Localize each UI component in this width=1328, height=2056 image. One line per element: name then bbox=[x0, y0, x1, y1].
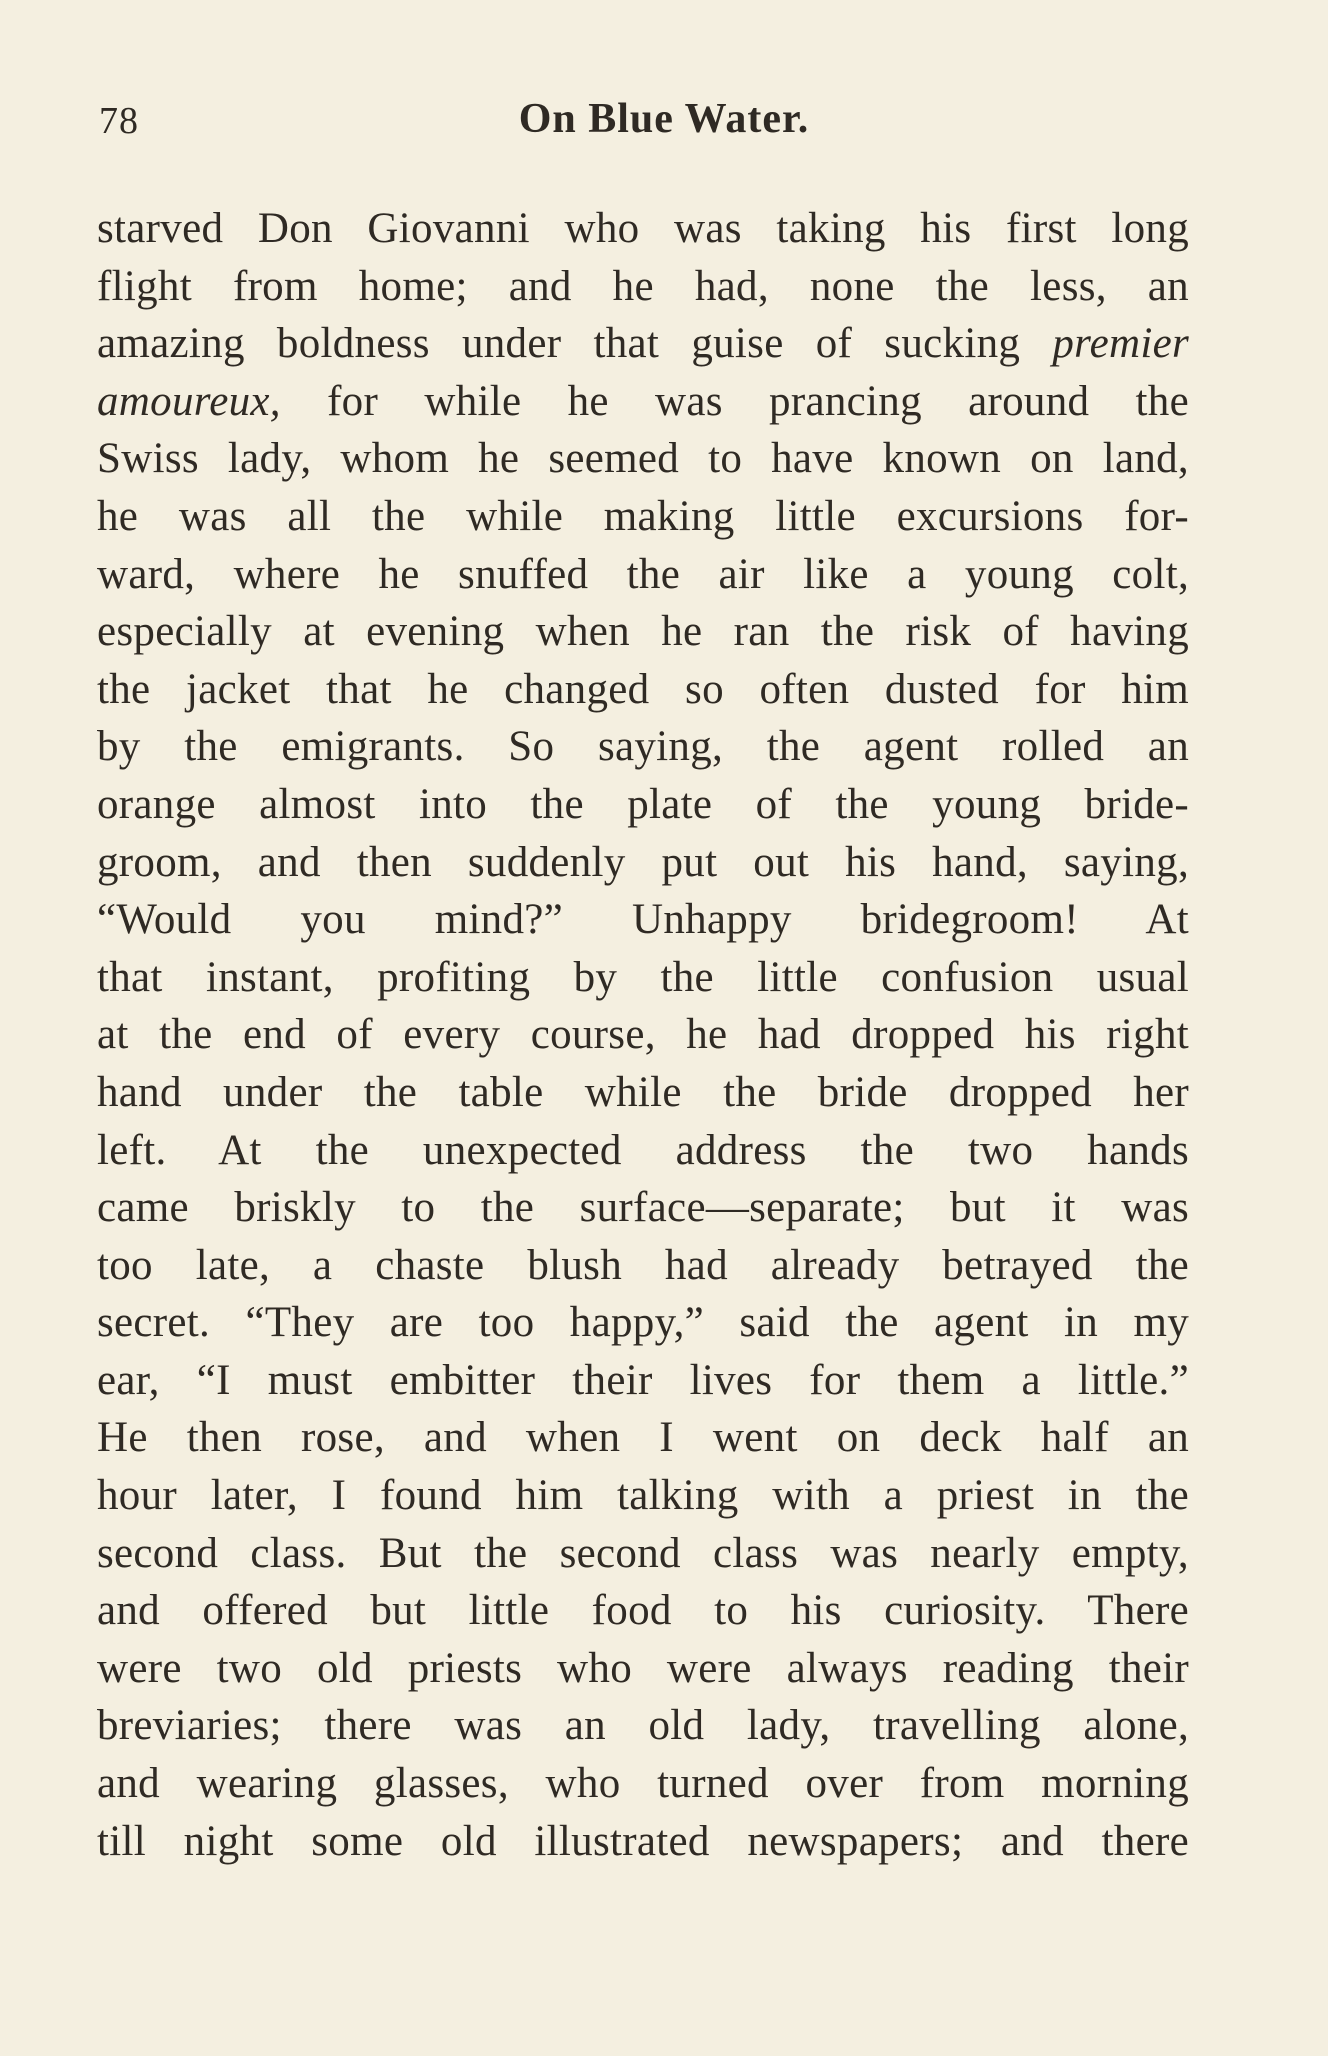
text-line: came briskly to the surface—separate; but it was bbox=[97, 1184, 1189, 1232]
text-line: till night some old illustrated newspapers; and there bbox=[97, 1817, 1189, 1865]
text-line: too late, a chaste blush had already betrayed the bbox=[97, 1241, 1189, 1289]
text-line: at the end of every course, he had dropped his right bbox=[97, 1011, 1189, 1059]
text-line: orange almost into the plate of the young bride- bbox=[97, 780, 1189, 828]
text-line: by the emigrants. So saying, the agent rolled an bbox=[97, 723, 1189, 771]
text-line-segment: amazing boldness under that guise of sucking bbox=[97, 320, 1021, 368]
text-line: Swiss lady, whom he seemed to have known on land, bbox=[97, 435, 1189, 483]
running-title: On Blue Water. bbox=[518, 96, 810, 142]
text-line: flight from home; and he had, none the less, an bbox=[97, 262, 1189, 310]
text-line: that instant, profiting by the little confusion usual bbox=[97, 953, 1189, 1001]
text-line bbox=[97, 373, 1189, 431]
text-line: breviaries; there was an old lady, travelling alone, bbox=[97, 1702, 1189, 1750]
text-line: ward, where he snuffed the air like a young colt, bbox=[97, 550, 1189, 598]
italic-phrase: premier bbox=[1052, 320, 1189, 368]
text-line: secret. “They are too happy,” said the agent in my bbox=[97, 1299, 1189, 1347]
text-line: He then rose, and when I went on deck half an bbox=[97, 1414, 1189, 1462]
text-line: left. At the unexpected address the two hands bbox=[97, 1126, 1189, 1174]
text-line-segment: for while he was prancing around the bbox=[327, 377, 1189, 425]
page-number: 78 bbox=[99, 100, 139, 142]
text-line: especially at evening when he ran the risk of having bbox=[97, 608, 1189, 656]
text-line bbox=[97, 315, 1189, 373]
text-line: the jacket that he changed so often dusted for him bbox=[97, 665, 1189, 713]
text-line: he was all the while making little excursions for- bbox=[97, 492, 1189, 540]
text-line: groom, and then suddenly put out his hand, saying, bbox=[97, 838, 1189, 886]
text-line: ear, “I must embitter their lives for them a little.” bbox=[97, 1356, 1189, 1404]
text-line: starved Don Giovanni who was taking his first long bbox=[97, 205, 1189, 252]
text-line: hand under the table while the bride dropped her bbox=[97, 1068, 1189, 1116]
body-text bbox=[97, 200, 1189, 1870]
text-line: were two old priests who were always reading their bbox=[97, 1644, 1189, 1692]
text-line: second class. But the second class was nearly empty, bbox=[97, 1529, 1189, 1577]
text-line: and offered but little food to his curiosity. There bbox=[97, 1587, 1189, 1635]
text-line: and wearing glasses, who turned over from morning bbox=[97, 1760, 1189, 1808]
text-line: “Would you mind?” Unhappy bridegroom! At bbox=[97, 896, 1189, 944]
italic-phrase: amoureux, bbox=[97, 377, 281, 425]
text-line: hour later, I found him talking with a priest in the bbox=[97, 1472, 1189, 1520]
